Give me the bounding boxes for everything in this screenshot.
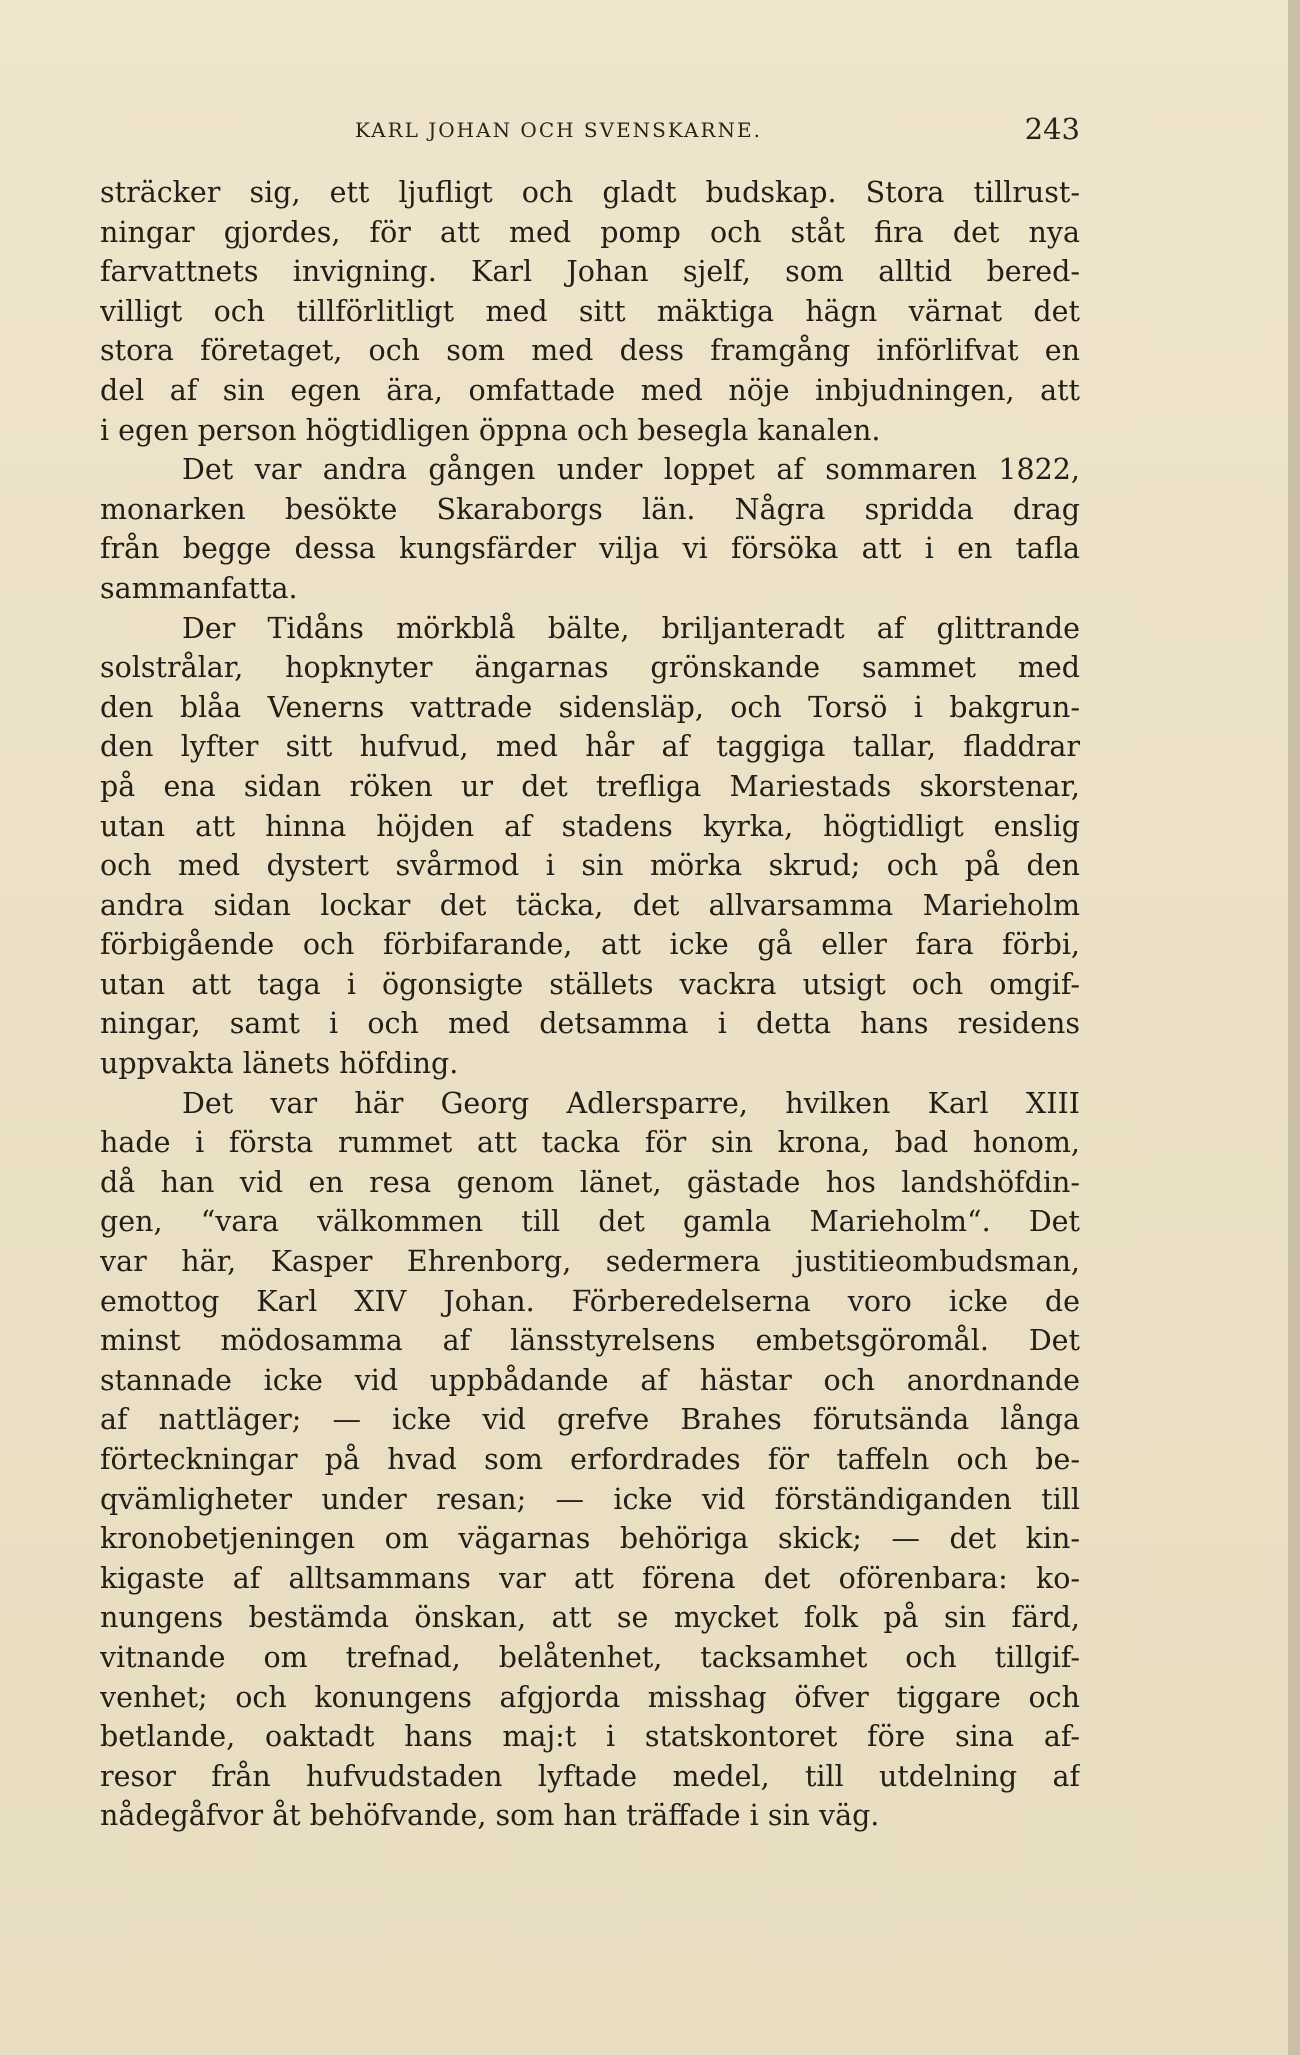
text-line: då han vid en resa genom länet, gästade hos landshöfdin- <box>100 1165 1080 1199</box>
text-line: villigt och tillförlitligt med sitt mäktiga hägn värnat det <box>100 294 1080 328</box>
text-line: kronobetjeningen om vägarnas behöriga skick; — det kin- <box>100 1522 1080 1556</box>
text-line: kigaste af alltsammans var att förena det oförenbara: ko- <box>100 1561 1080 1595</box>
text-line: förteckningar på hvad som erfordrades för taffeln och be- <box>100 1443 1080 1476</box>
text-line: andra sidan lockar det täcka, det allvarsamma Marieholm <box>100 888 1080 922</box>
text-line: den lyfter sitt hufvud, med hår af taggiga tallar, fladdrar <box>100 730 1080 764</box>
text-line: sträcker sig, ett ljufligt och gladt budskap. Stora tillrust- <box>100 176 1080 209</box>
text-line: Det var här Georg Adlersparre, hvilken Karl XIII <box>182 1086 1080 1120</box>
text-line: gen, “vara välkommen till det gamla Marieholm“. Det <box>100 1205 1080 1239</box>
text-line: resor från hufvudstaden lyftade medel, till utdelning af <box>100 1759 1080 1793</box>
text-line: ningar, samt i och med detsamma i detta hans residens <box>100 1007 1080 1041</box>
text-line: och med dystert svårmod i sin mörka skrud; och på den <box>100 849 1080 883</box>
text-line: nungens bestämda önskan, att se mycket folk på sin färd, <box>100 1601 1080 1635</box>
text-line: stora företaget, och som med dess framgång införlifvat en <box>100 334 1080 368</box>
text-line: solstrålar, hopknyter ängarnas grönskande sammet med <box>100 651 1080 685</box>
text-line: vitnande om trefnad, belåtenhet, tacksamhet och tillgif- <box>100 1640 1080 1674</box>
page-header <box>100 112 1080 152</box>
text-line: uppvakta länets höfding. <box>100 1047 459 1081</box>
text-line: på ena sidan röken ur det trefliga Mariestads skorstenar, <box>100 769 1080 803</box>
text-line: emottog Karl XIV Johan. Förberedelserna voro icke de <box>100 1284 1080 1318</box>
text-line: förbigående och förbifarande, att icke gå eller fara förbi, <box>100 928 1080 962</box>
running-title: KARL JOHAN OCH SVENSKARNE. <box>355 118 762 142</box>
body-text <box>100 173 1080 1836</box>
page-edge <box>1288 0 1300 2055</box>
text-line: betlande, oaktadt hans maj:t i statskontoret före sina af- <box>100 1720 1080 1754</box>
text-line: del af sin egen ära, omfattade med nöje inbjudningen, att <box>100 373 1080 407</box>
text-line: monarken besökte Skaraborgs län. Några spridda drag <box>100 492 1080 526</box>
text-line: var här, Kasper Ehrenborg, sedermera justitieombudsman, <box>100 1245 1080 1279</box>
text-line: utan att taga i ögonsigte ställets vackra utsigt och omgif- <box>100 967 1080 1001</box>
text-line: qvämligheter under resan; — icke vid förständiganden till <box>100 1482 1080 1516</box>
text-line: minst mödosamma af länsstyrelsens embetsgöromål. Det <box>100 1324 1080 1358</box>
text-line: venhet; och konungens afgjorda misshag öfver tiggare och <box>100 1680 1080 1714</box>
text-line: nådegåfvor åt behöfvande, som han träffade i sin väg. <box>100 1799 880 1833</box>
text-line: den blåa Venerns vattrade sidensläp, och Torsö i bakgrun- <box>100 690 1080 724</box>
text-line: Der Tidåns mörkblå bälte, briljanteradt af glittrande <box>182 611 1080 645</box>
text-line: af nattläger; — icke vid grefve Brahes förutsända långa <box>100 1403 1080 1437</box>
text-line: sammanfatta. <box>100 571 298 605</box>
text-line: stannade icke vid uppbådande af hästar och anordnande <box>100 1363 1080 1397</box>
page-number: 243 <box>1024 112 1080 146</box>
text-line: ningar gjordes, för att med pomp och ståt fira det nya <box>100 215 1080 249</box>
text-line: hade i första rummet att tacka för sin krona, bad honom, <box>100 1126 1080 1160</box>
text-line: från begge dessa kungsfärder vilja vi försöka att i en tafla <box>100 532 1080 566</box>
text-line: farvattnets invigning. Karl Johan sjelf, som alltid bered- <box>100 255 1080 289</box>
text-line: Det var andra gången under loppet af sommaren 1822, <box>182 453 1080 487</box>
text-line: i egen person högtidligen öppna och besegla kanalen. <box>100 413 881 447</box>
text-line: utan att hinna höjden af stadens kyrka, högtidligt enslig <box>100 809 1080 843</box>
